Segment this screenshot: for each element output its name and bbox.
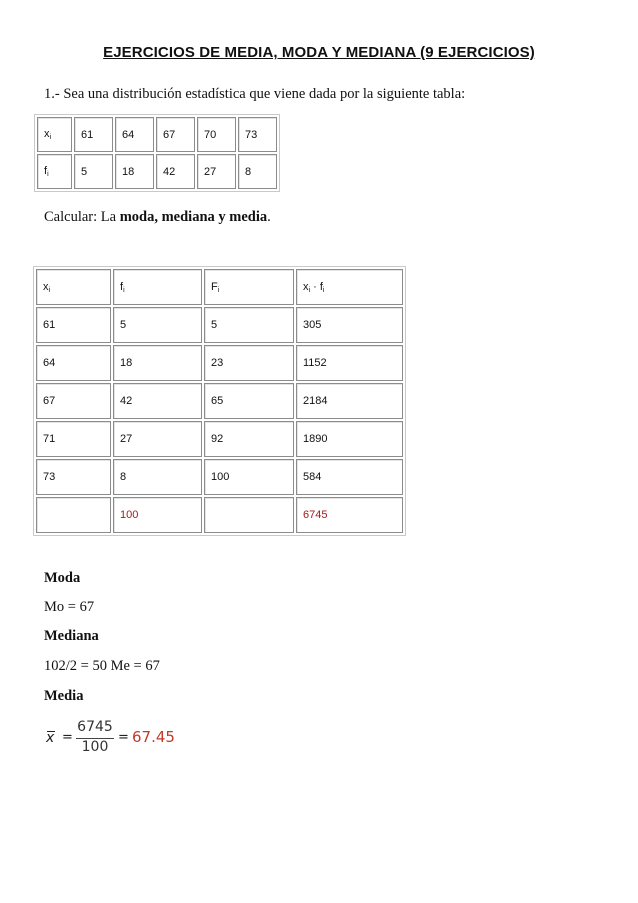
media-formula xyxy=(44,719,184,759)
table-cell: 61 xyxy=(74,117,113,152)
moda-heading: Moda xyxy=(44,570,81,586)
total-frequency-cell: 100 xyxy=(113,497,202,533)
column-header-Fi: $F_i$ xyxy=(204,269,294,305)
table-cell: 23 xyxy=(204,345,294,381)
table-cell: 65 xyxy=(204,383,294,419)
table-row xyxy=(36,421,403,457)
table-cell: 5 xyxy=(74,154,113,189)
table-cell: 18 xyxy=(113,345,202,381)
table-cell: 70 xyxy=(197,117,236,152)
fraction-numerator: 6745 xyxy=(77,719,113,735)
fraction-denominator: 100 xyxy=(81,739,109,755)
column-header-xi: $x_i$ xyxy=(36,269,111,305)
x-bar-symbol: x xyxy=(46,730,55,746)
equals-sign: = xyxy=(118,730,129,745)
frequency-table xyxy=(33,266,406,536)
table-cell: 73 xyxy=(238,117,277,152)
row-header-fi: $f_i$ xyxy=(37,154,72,189)
table-cell: 27 xyxy=(197,154,236,189)
table-row xyxy=(36,345,403,381)
table-cell: 67 xyxy=(156,117,195,152)
distribution-table xyxy=(34,114,280,192)
page-title: EJERCICIOS DE MEDIA, MODA Y MEDIANA (9 EJERCICIOS) xyxy=(103,44,535,61)
calcular-instruction: Calcular: La moda, mediana y media. xyxy=(44,209,271,225)
table-cell: 64 xyxy=(115,117,154,152)
media-result: 67.45 xyxy=(132,728,175,746)
table-cell: 64 xyxy=(36,345,111,381)
table-row xyxy=(36,383,403,419)
media-heading: Media xyxy=(44,688,84,704)
table-totals-row xyxy=(36,497,403,533)
table-cell: 73 xyxy=(36,459,111,495)
table-cell: 92 xyxy=(204,421,294,457)
moda-result: Mo = 67 xyxy=(44,599,95,615)
equals-sign: = xyxy=(62,730,73,745)
table-cell: 71 xyxy=(36,421,111,457)
table-cell: 1152 xyxy=(296,345,403,381)
table-row xyxy=(37,117,277,152)
table-row xyxy=(37,154,277,189)
table-row xyxy=(36,459,403,495)
mediana-heading: Mediana xyxy=(44,628,99,644)
table-row xyxy=(36,307,403,343)
problem-statement: 1.- Sea una distribución estadística que viene dada por la siguiente tabla: xyxy=(44,86,466,102)
table-cell: 584 xyxy=(296,459,403,495)
table-cell: 5 xyxy=(204,307,294,343)
table-cell: 305 xyxy=(296,307,403,343)
table-cell: 1890 xyxy=(296,421,403,457)
column-header-fi: $f_i$ xyxy=(113,269,202,305)
table-cell: 18 xyxy=(115,154,154,189)
table-cell: 8 xyxy=(238,154,277,189)
table-cell: 8 xyxy=(113,459,202,495)
total-product-cell: 6745 xyxy=(296,497,403,533)
table-cell: 61 xyxy=(36,307,111,343)
table-cell: 5 xyxy=(113,307,202,343)
table-cell: 100 xyxy=(204,459,294,495)
column-header-xi-fi: $x_i \cdot f_i$ xyxy=(296,269,403,305)
mediana-result: 102/2 = 50 Me = 67 xyxy=(44,658,160,674)
table-header-row xyxy=(36,269,403,305)
table-cell: 2184 xyxy=(296,383,403,419)
row-header-xi: $x_i$ xyxy=(37,117,72,152)
table-cell xyxy=(204,497,294,533)
table-cell: 42 xyxy=(113,383,202,419)
table-cell: 42 xyxy=(156,154,195,189)
table-cell xyxy=(36,497,111,533)
table-cell: 27 xyxy=(113,421,202,457)
table-cell: 67 xyxy=(36,383,111,419)
